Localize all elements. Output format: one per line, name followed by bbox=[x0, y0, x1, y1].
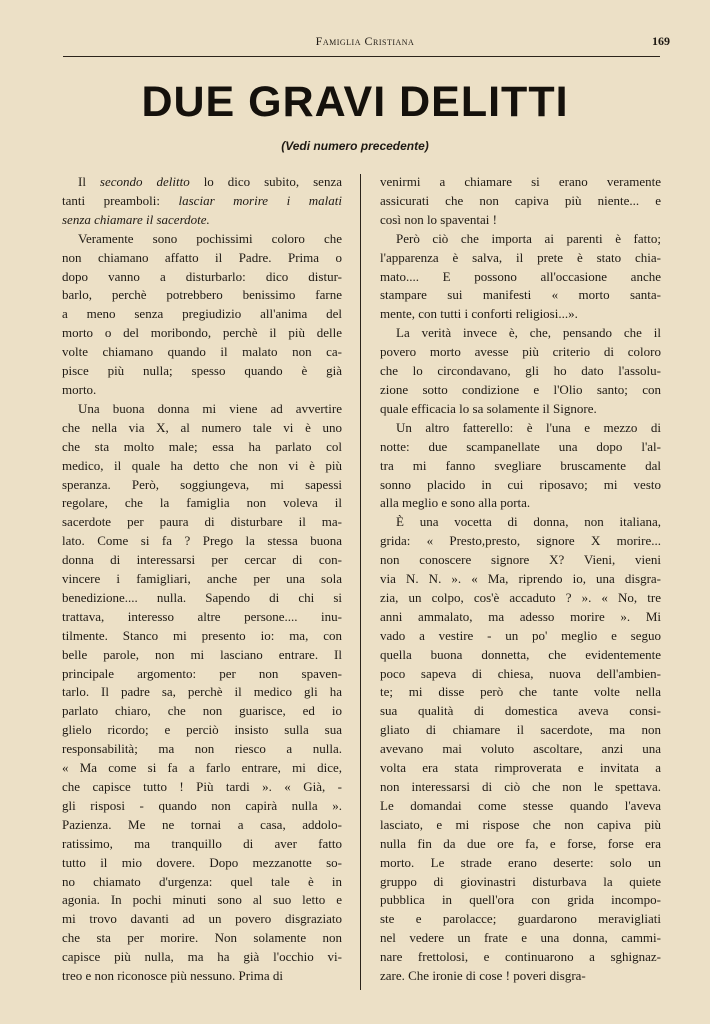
text-run: Pazienza. Me ne tornai a casa, addolo- bbox=[62, 816, 342, 832]
text-line bbox=[62, 873, 342, 892]
column-divider bbox=[360, 174, 361, 990]
text-line bbox=[62, 249, 342, 268]
text-line bbox=[62, 721, 342, 740]
right-column bbox=[380, 173, 661, 986]
text-run: mi trovo davanti ad un povero disgraziato bbox=[62, 911, 342, 927]
text-line bbox=[380, 835, 661, 854]
text-line bbox=[62, 532, 342, 551]
text-run: morto. bbox=[62, 381, 97, 397]
page-number: 169 bbox=[652, 34, 670, 48]
text-line bbox=[380, 268, 661, 287]
text-line bbox=[380, 419, 661, 438]
text-run: gruppo di giovinastri disturbava la quiete bbox=[380, 873, 661, 889]
text-run: grida: « Presto,presto, signore X morire... bbox=[380, 533, 661, 549]
text-run: non conoscere signore X? Vieni, vieni bbox=[380, 552, 661, 568]
text-run: regolare, che la famiglia non voleva il bbox=[62, 495, 342, 511]
text-run: notte: due scampanellate una dopo l'al- bbox=[380, 438, 661, 454]
text-line bbox=[62, 362, 342, 381]
text-line bbox=[380, 476, 661, 495]
text-line bbox=[380, 778, 661, 797]
article-subtitle: (Vedi numero precedente) bbox=[281, 139, 429, 153]
text-run: l'apparenza è salva, il prete è stato chia- bbox=[380, 249, 661, 265]
italic-text: secondo delitto bbox=[99, 174, 190, 189]
text-line bbox=[380, 192, 661, 211]
text-run: Le domandai come stesse quando l'aveva bbox=[380, 797, 661, 813]
text-run: stampare sui manifesti « morto santa- bbox=[380, 287, 661, 303]
text-line bbox=[380, 967, 661, 986]
left-column bbox=[62, 173, 342, 986]
text-line bbox=[62, 268, 342, 287]
text-line bbox=[380, 438, 661, 457]
text-line bbox=[62, 948, 342, 967]
text-run: « Ma come si fa a farlo entrare, mi dice, bbox=[62, 760, 342, 776]
text-line bbox=[62, 589, 342, 608]
text-run: nare frettolosi, e continuarono a sghignaz- bbox=[380, 949, 661, 965]
text-line bbox=[380, 494, 661, 513]
text-line bbox=[62, 759, 342, 778]
text-line bbox=[62, 627, 342, 646]
text-line bbox=[62, 494, 342, 513]
text-run: sacerdote per paura di disturbare il ma- bbox=[62, 514, 342, 530]
text-run: che nella via X, al numero tale vi è uno bbox=[62, 419, 342, 435]
text-run: gliato di chiamare il sacerdote, ma non bbox=[380, 722, 661, 738]
text-line bbox=[62, 419, 342, 438]
text-run: tilmente. Stanco mi presento io: ma, con bbox=[62, 627, 342, 643]
text-line bbox=[380, 873, 661, 892]
text-line bbox=[380, 759, 661, 778]
text-run: avevano mai voluto ascoltare, anzi una bbox=[380, 741, 661, 757]
text-line bbox=[380, 457, 661, 476]
text-run: vincere i famigliari, anche per una sola bbox=[62, 571, 342, 587]
text-line bbox=[380, 702, 661, 721]
text-run: lato. Come si fa ? Prego la stessa buona bbox=[62, 533, 342, 549]
text-line bbox=[62, 230, 342, 249]
article-title: DUE GRAVI DELITTI bbox=[141, 78, 569, 126]
text-run: pubblica in quell'ora con grida incompo- bbox=[380, 892, 661, 908]
text-run: venirmi a chiamare si erano veramente bbox=[380, 174, 661, 189]
text-line bbox=[62, 173, 342, 192]
text-line bbox=[62, 854, 342, 873]
text-run: speranza. Però, soggiungeva, mi sapessi bbox=[62, 476, 342, 492]
text-line bbox=[62, 551, 342, 570]
text-line bbox=[380, 230, 661, 249]
header-rule bbox=[63, 56, 660, 57]
text-run: gli risposi - quando non capirà nulla ». bbox=[62, 797, 342, 813]
text-run: che lo circondavano, gli ho dato l'assolu- bbox=[380, 363, 661, 379]
text-line bbox=[62, 400, 342, 419]
text-run: È una vocetta di donna, non italiana, bbox=[396, 514, 661, 530]
text-line bbox=[62, 438, 342, 457]
text-line bbox=[62, 381, 342, 400]
text-run: Veramente sono pochissimi coloro che bbox=[78, 230, 342, 246]
text-line bbox=[62, 929, 342, 948]
text-line bbox=[62, 324, 342, 343]
text-run: pisce più nulla; spesso quando è già bbox=[62, 363, 342, 379]
text-run: zia, un colpo, cos'è accaduto ? ». « No, tre bbox=[380, 589, 661, 605]
text-run: medico, il quale ha detto che non vi è più bbox=[62, 457, 342, 473]
text-line bbox=[62, 797, 342, 816]
text-line bbox=[380, 646, 661, 665]
text-line bbox=[380, 665, 661, 684]
text-run: poco sapeva di chiesa, nuova dell'ambien- bbox=[380, 665, 661, 681]
text-run: tra mi fanno svegliare bruscamente dal bbox=[380, 457, 661, 473]
text-run: sonno placido in cui riposavo; mi vesto bbox=[380, 476, 661, 492]
text-line bbox=[380, 627, 661, 646]
text-line bbox=[380, 608, 661, 627]
text-line bbox=[62, 513, 342, 532]
text-run: agonia. In pochi minuti sono al suo letto e bbox=[62, 892, 342, 908]
text-line bbox=[380, 381, 661, 400]
text-line bbox=[380, 513, 661, 532]
text-line bbox=[62, 702, 342, 721]
text-line bbox=[380, 683, 661, 702]
text-line bbox=[380, 948, 661, 967]
text-run: che sta molto male; essa ha parlato col bbox=[62, 438, 342, 454]
text-line bbox=[380, 854, 661, 873]
text-run: alla meglio e sono alla porta. bbox=[380, 495, 531, 511]
text-line bbox=[380, 589, 661, 608]
text-run: treo e non riconosce più nessuno. Prima di bbox=[62, 968, 283, 984]
italic-text: lasciar morire i malati bbox=[178, 192, 342, 208]
text-run: che capisce tutto ! Più tardi ». « Già, - bbox=[62, 779, 342, 794]
text-line bbox=[62, 476, 342, 495]
masthead: Famiglia Cristiana bbox=[315, 34, 415, 48]
text-line bbox=[62, 211, 342, 230]
text-run: barlo, perchè potrebbero benissimo farne bbox=[62, 287, 342, 303]
text-run: principale argomento: per non spaven- bbox=[62, 665, 342, 681]
text-run: nulla fin da due ore fa, e forse, forse era bbox=[380, 835, 661, 851]
text-run: no chiamato d'urgenza: quel tale è in bbox=[62, 873, 342, 889]
text-line bbox=[62, 608, 342, 627]
text-line bbox=[380, 570, 661, 589]
running-header bbox=[60, 34, 670, 54]
text-run: responsabilità; ma non riesco a nulla. bbox=[62, 741, 342, 757]
text-run: belle parole, non mi lasciano entrare. Il bbox=[62, 646, 342, 662]
text-run: quella buona donnetta, che evidentemente bbox=[380, 646, 661, 662]
text-run: volta era stata rimproverata e invitata a bbox=[380, 760, 661, 776]
text-line bbox=[380, 249, 661, 268]
text-run: tutto il mio dovere. Dopo mezzanotte so- bbox=[62, 854, 342, 870]
text-run: quale efficacia lo sa solamente il Signore. bbox=[380, 400, 597, 416]
text-run: a meno senza pregiudizio all'anima del bbox=[62, 306, 342, 322]
text-run: morto o del moribondo, perchè il più delle bbox=[62, 325, 342, 341]
text-line bbox=[380, 816, 661, 835]
text-line bbox=[380, 929, 661, 948]
text-run: nel vedere un frate e una donna, cammi- bbox=[380, 930, 661, 946]
text-run: vado a vestire - un po' meglio e seguo bbox=[380, 627, 661, 643]
text-run: lo dico subito, senza bbox=[189, 174, 342, 189]
text-run: mente, con tutti i conforti religiosi...». bbox=[380, 306, 578, 322]
text-line bbox=[62, 740, 342, 759]
text-line bbox=[380, 305, 661, 324]
text-line bbox=[62, 286, 342, 305]
text-line bbox=[62, 967, 342, 986]
text-run: assicurati che non capiva più niente... e bbox=[380, 192, 661, 208]
text-run: Però ciò che importa ai parenti è fatto; bbox=[396, 230, 661, 246]
text-line bbox=[380, 173, 661, 192]
text-run: via N. N. ». « Ma, riprendo io, una disgra- bbox=[380, 571, 661, 587]
text-line bbox=[62, 816, 342, 835]
text-line bbox=[380, 211, 661, 230]
text-line bbox=[62, 910, 342, 929]
text-line bbox=[380, 797, 661, 816]
text-line bbox=[62, 891, 342, 910]
text-line bbox=[62, 778, 342, 797]
text-run: anni ammalato, ma adesso morire ». Mi bbox=[380, 608, 661, 624]
text-run: non interessarsi di ciò che non le spettava. bbox=[380, 779, 661, 794]
text-run: Un altro fatterello: è l'una e mezzo di bbox=[396, 419, 661, 435]
text-run: povero morto avesse più criterio di coloro bbox=[380, 344, 661, 360]
text-run: dopo vanno a disturbarlo: dico distur- bbox=[62, 268, 342, 284]
text-line bbox=[62, 835, 342, 854]
text-line bbox=[62, 192, 342, 211]
italic-text: senza chiamare il sacerdote. bbox=[62, 211, 210, 227]
text-line bbox=[380, 400, 661, 419]
text-line bbox=[380, 532, 661, 551]
text-line bbox=[380, 910, 661, 929]
text-run: morto. Le strade erano deserte: solo un bbox=[380, 854, 661, 870]
text-run: te; mi disse però che tante volte nella bbox=[380, 684, 661, 700]
text-line bbox=[380, 721, 661, 740]
text-line bbox=[62, 305, 342, 324]
text-line bbox=[380, 362, 661, 381]
text-run: zare. Che ironie di cose ! poveri disgra- bbox=[380, 968, 586, 984]
text-run: ste e parolacce; guardarono meravigliati bbox=[380, 911, 661, 927]
text-line bbox=[62, 683, 342, 702]
text-run: La verità invece è, che, pensando che il bbox=[396, 325, 661, 341]
text-line bbox=[380, 551, 661, 570]
text-run: non chiamano affatto il Padre. Prima o bbox=[62, 249, 342, 265]
text-run: tanti preamboli: bbox=[62, 192, 179, 208]
text-run: così non lo spaventai ! bbox=[380, 211, 497, 227]
text-line bbox=[62, 457, 342, 476]
text-line bbox=[62, 570, 342, 589]
text-run: trattava, interesso altre persone.... inu- bbox=[62, 608, 342, 624]
text-run: donna di interessarsi per cercar di con- bbox=[62, 552, 342, 568]
text-line bbox=[380, 343, 661, 362]
text-run: lasciato, e mi rispose che non capiva più bbox=[380, 816, 661, 832]
text-run: sua qualità di domestica aveva consi- bbox=[380, 703, 661, 719]
text-run: mato.... E possono all'occasione anche bbox=[380, 268, 661, 284]
text-run: che sta per morire. Non solamente non bbox=[62, 930, 342, 946]
text-run: Il bbox=[78, 174, 100, 189]
text-line bbox=[62, 646, 342, 665]
text-run: ratissimo, ma tranquillo di aver fatto bbox=[62, 835, 342, 851]
text-run: Una buona donna mi viene ad avvertire bbox=[78, 400, 342, 416]
text-run: tarlo. Il padre sa, perchè il medico gli ha bbox=[62, 684, 342, 700]
text-line bbox=[380, 891, 661, 910]
text-run: capisce più nulla, ma ha già l'occhio vi- bbox=[62, 949, 342, 965]
text-line bbox=[380, 286, 661, 305]
text-run: glielo ricordo; e perciò insisto sulla sua bbox=[62, 722, 342, 738]
text-line bbox=[62, 343, 342, 362]
text-line bbox=[380, 740, 661, 759]
text-run: zione sotto condizione e l'Olio santo; con bbox=[380, 381, 661, 397]
text-run: parlato chiaro, che non guarisce, ed io bbox=[62, 703, 342, 719]
text-line bbox=[62, 665, 342, 684]
text-line bbox=[380, 324, 661, 343]
text-run: benedizione.... nulla. Sapendo di chi si bbox=[62, 589, 342, 605]
text-run: volte chiamano quando il malato non ca- bbox=[62, 344, 342, 360]
